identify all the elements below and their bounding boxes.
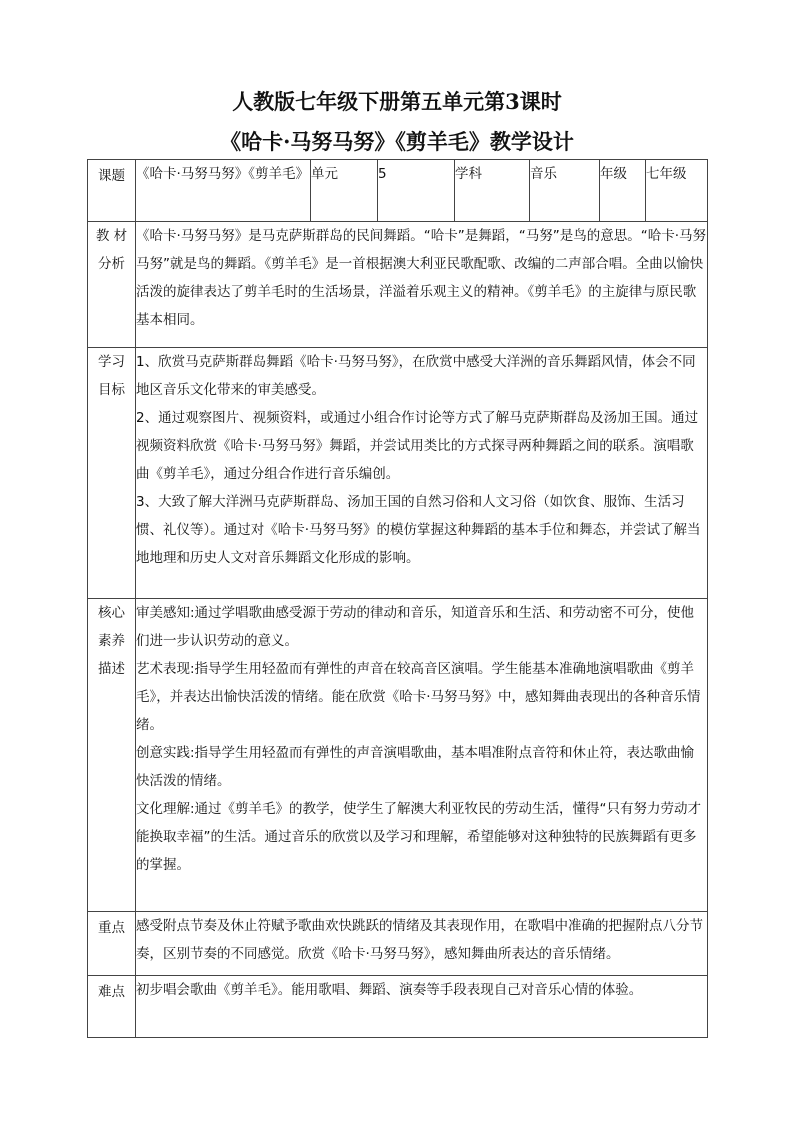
key-points-row [88,912,708,976]
difficulties-label: 难点 [88,976,136,1038]
lesson-plan-table [87,159,708,1038]
learning-goal-item: 2、通过观察图片、视频资料，或通过小组合作讨论等方式了解马克萨斯群岛及汤加王国。通过视频资料欣赏《哈卡·马努马努》舞蹈，并尝试用类比的方式探寻两种舞蹈之间的联系。演唱歌曲《剪羊毛》，通过分组合作进行音乐编创。 [136,410,699,482]
material-analysis-label: 教 材 分析 [88,222,136,348]
topic-value: 《哈卡·马努马努》《剪羊毛》 [136,160,311,222]
key-points-text: 感受附点节奏及休止符赋予歌曲欢快跳跃的情绪及其表现作用，在歌唱中准确的把握附点八分节奏，区别节奏的不同感觉。欣赏《哈卡·马努马努》，感知舞曲所表达的音乐情绪。 [136,912,708,976]
learning-goals-row [88,348,708,599]
header-row [88,160,708,222]
topic-label: 课题 [88,160,136,222]
grade-value: 七年级 [646,160,708,222]
difficulties-row [88,976,708,1038]
unit-value: 5 [378,160,455,222]
subject-label: 学科 [455,160,530,222]
core-literacy-row [88,599,708,912]
core-literacy-text [136,599,708,912]
document-title: 人教版七年级下册第五单元第3课时 [232,89,562,114]
subject-value: 音乐 [530,160,600,222]
grade-label: 年级 [600,160,646,222]
learning-goals-text [136,348,708,599]
material-analysis-text: 《哈卡·马努马努》是马克萨斯群岛的民间舞蹈。“哈卡”是舞蹈，“马努”是鸟的意思。“哈卡·马努马努”就是鸟的舞蹈。《剪羊毛》是一首根据澳大利亚民歌配歌、改编的二声部合唱。全曲以愉快活泼的旋律表达了剪羊毛时的生活场景，洋溢着乐观主义的精神。《剪羊毛》的主旋律与原民歌基本相同。 [136,222,708,348]
core-literacy-item: 创意实践:指导学生用轻盈而有弹性的声音演唱歌曲，基本唱准附点音符和休止符，表达歌曲愉快活泼的情绪。 [136,745,695,789]
core-literacy-item: 艺术表现:指导学生用轻盈而有弹性的声音在较高音区演唱。学生能基本准确地演唱歌曲《剪羊毛》，并表达出愉快活泼的情绪。能在欣赏《哈卡·马努马努》中，感知舞曲表现出的各种音乐情绪。 [136,661,701,733]
learning-goal-item: 3、大致了解大洋洲马克萨斯群岛、汤加王国的自然习俗和人文习俗（如饮食、服饰、生活习惯、礼仪等）。通过对《哈卡·马努马努》的模仿掌握这种舞蹈的基本手位和舞态，并尝试了解当地地理和历史人文对音乐舞蹈文化形成的影响。 [136,494,701,566]
material-analysis-row [88,222,708,348]
key-points-label: 重点 [88,912,136,976]
core-literacy-label: 核心 素养 描述 [88,599,136,912]
learning-goal-item: 1、欣赏马克萨斯群岛舞蹈《哈卡·马努马努》，在欣赏中感受大洋洲的音乐舞蹈风情，体会不同地区音乐文化带来的审美感受。 [136,354,696,398]
learning-goals-label: 学习 目标 [88,348,136,599]
core-literacy-item: 审美感知:通过学唱歌曲感受源于劳动的律动和音乐，知道音乐和生活、和劳动密不可分，使他们进一步认识劳动的意义。 [136,605,695,649]
unit-label: 单元 [311,160,378,222]
difficulties-text: 初步唱会歌曲《剪羊毛》。能用歌唱、舞蹈、演奏等手段表现自己对音乐心情的体验。 [136,976,708,1038]
core-literacy-item: 文化理解:通过《剪羊毛》的教学，使学生了解澳大利亚牧民的劳动生活，懂得“只有努力劳动才能换取幸福”的生活。通过音乐的欣赏以及学习和理解，希望能够对这种独特的民族舞蹈有更多的掌握。 [136,801,702,873]
document-subtitle: 《哈卡·马努马努》《剪羊毛》教学设计 [220,129,574,154]
